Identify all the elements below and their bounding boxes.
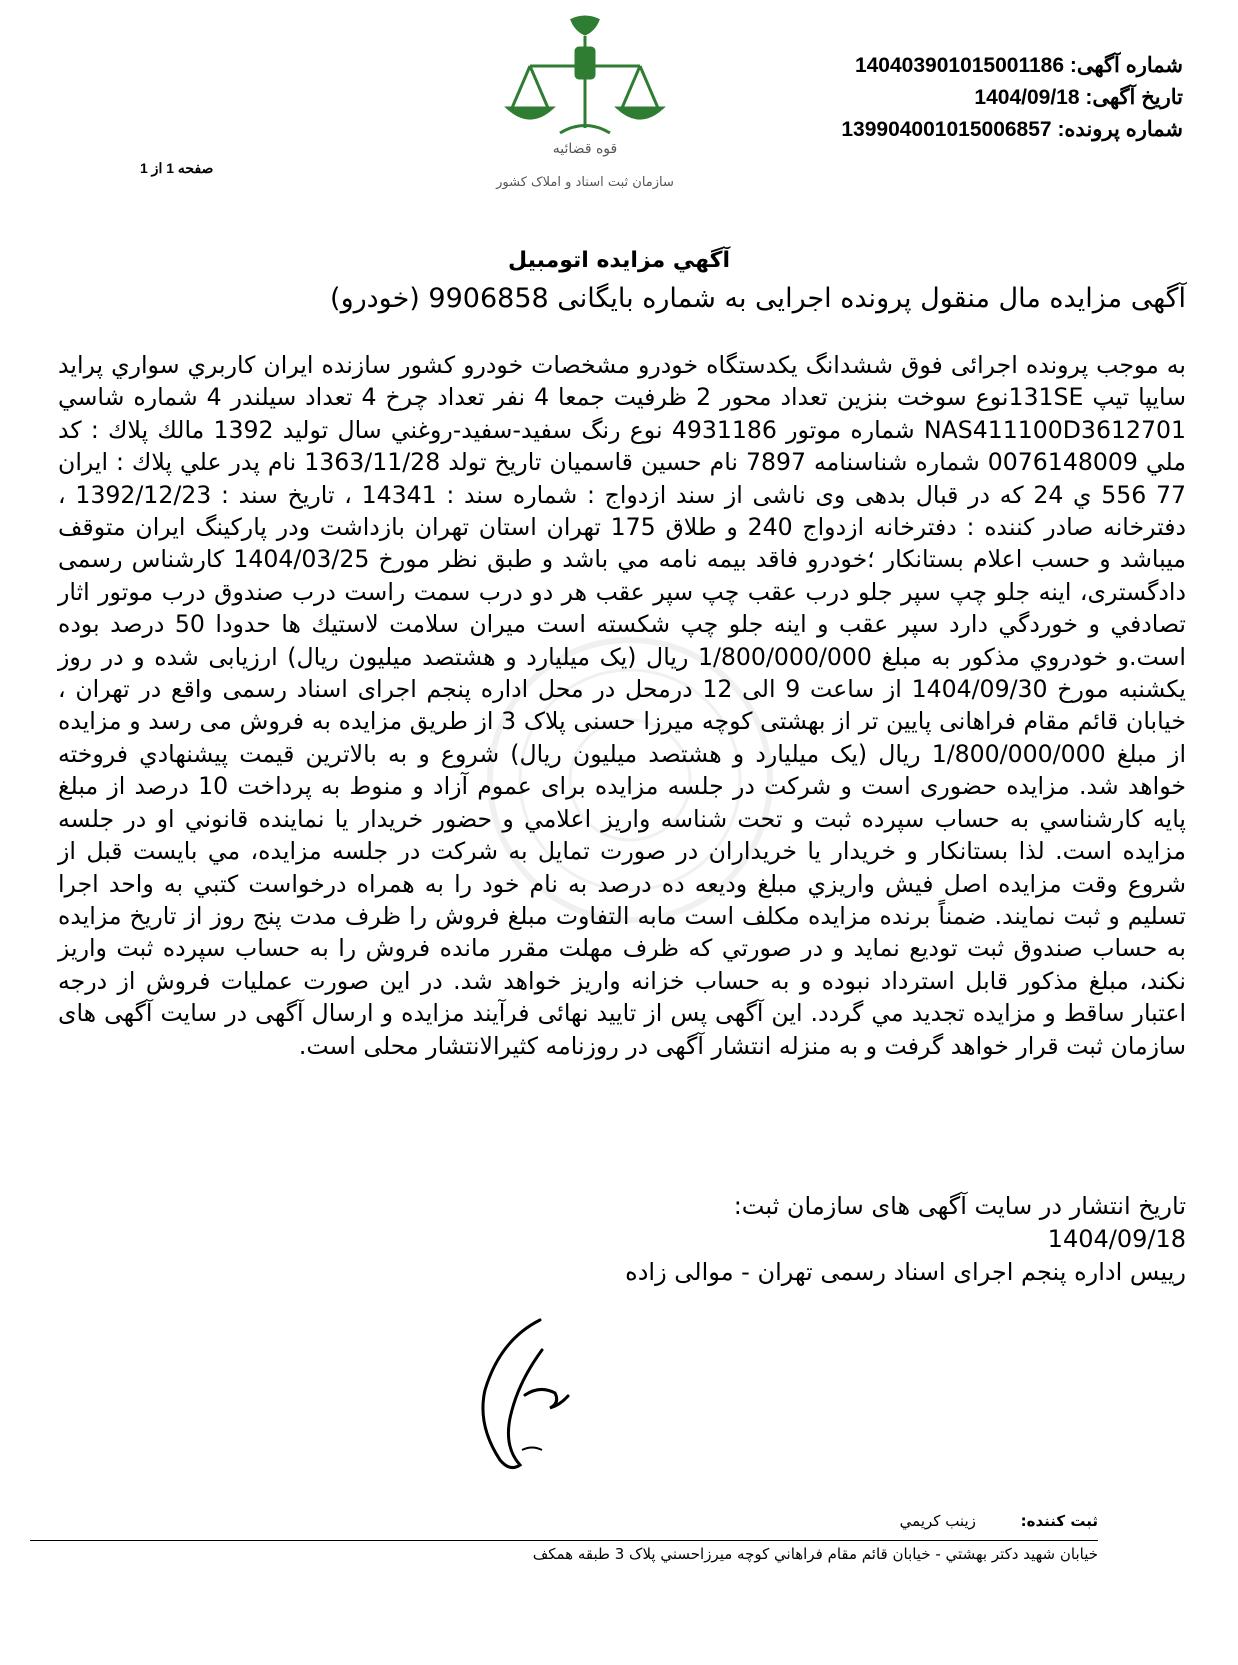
publish-date: 1404/09/18 bbox=[1047, 1225, 1186, 1253]
publish-date-row bbox=[625, 1190, 1186, 1223]
notice-metadata bbox=[763, 50, 1183, 146]
notice-number-label: شماره آگهی: bbox=[1069, 54, 1183, 77]
emblem-text-1: قوه قضائيه bbox=[552, 141, 618, 157]
notice-number: 14040390101500​1186 bbox=[854, 54, 1065, 77]
notice-subtitle: آگهی مزایده مال منقول پرونده اجرایی به شماره بایگانی 9906858 (خودرو) bbox=[330, 283, 1186, 314]
notice-body: به موجب پرونده اجرائی فوق ششدانگ يكدستگاه خودرو مشخصات خودرو كشور سازنده ايران كاربري سواري پرايد سايپا تيپ 131SEنوع سوخت بنزين تعداد محور 2 ظرفيت جمعا 4 نفر تعداد چرخ 4 تعداد سيلندر 4 شماره شاسي NAS411100D3612701 شماره موتور 4931186 نوع رنگ سفيد-سفيد-روغني سال توليد 1392 مالك پلاك : كد ملي 0076148009 شماره شناسنامه 7897 نام حسين قاسميان تاريخ تولد 1363/11/28 نام پدر علي پلاك : ايران 77 556 ي 24 كه در قبال بدهی وی ناشی از سند ازدواج : شماره سند : 14341 ، تاريخ سند : 1392/12/23 ، دفترخانه صادر كننده : دفترخانه ازدواج 240 و طلاق 175 تهران استان تهران بازداشت ودر پاركينگ ايران متوقف ميباشد و حسب اعلام بستانكار ؛خودرو فاقد بيمه نامه مي باشد و طبق نظر مورخ 1404/03/25 كارشناس رسمی دادگستری، اينه جلو چپ سپر جلو درب عقب چپ سپر عقب هر دو درب سمت راست درب صندوق درب موتور اثار تصادفي و خوردگي دارد سپر عقب و اينه جلو چپ شكسته است ميران سلامت لاستيك ها حدودا 50 درصد بوده است.و خودروي مذكور به مبلغ 1/800/000/000 ريال (يک ميليارد و هشتصد ميليون ريال) ارزيابی شده و در روز يكشنبه مورخ 1404/09/30 از ساعت 9 الی 12 درمحل در محل اداره پنجم اجرای اسناد رسمی واقع در تهران ، خيابان قائم مقام فراهانی پايين تر از بهشتی كوچه ميرزا حسنی پلاک 3 از طريق مزايده به فروش می رسد و مزايده از مبلغ 1/800/000/000 ريال (يک ميليارد و هشتصد ميليون ريال) شروع و به بالاترين قيمت پيشنهادي فروخته خواهد شد. مزايده حضوری است و شركت در جلسه مزايده برای عموم آزاد و منوط به پرداخت 10 درصد از مبلغ پايه كارشناسي به حساب سپرده ثبت و تحت شناسه واريز اعلامي و حضور خريدار يا نماينده قانوني او در جلسه مزايده است. لذا بستانكار و خريدار يا خريداران در صورت تمايل به شركت در جلسه مزايده، مي بايست قبل از شروع وقت مزايده اصل فيش واريزي مبلغ وديعه ده درصد به نام خود را به همراه درخواست كتبي به واحد اجرا تسليم و ثبت نمايند. ضمناً برنده مزايده مكلف است مابه التفاوت مبلغ فروش را ظرف مدت پنج روز از تاريخ مزايده به حساب صندوق ثبت توديع نمايد و در صورتي كه ظرف مهلت مقرر مانده فروش را به حساب سپرده ثبت واريز نكند، مبلغ مذكور قابل استرداد نبوده و به حساب خزانه واريز خواهد شد. در اين صورت عمليات فروش از درجه اعتبار ساقط و مزايده تجديد مي گردد. اين آگهی پس از تاييد نهائی فرآيند مزايده و ارسال آگهی در سايت آگهی های سازمان ثبت قرار خواهد گرفت و به منزله انتشار آگهی در روزنامه كثيرالانتشار محلی است. bbox=[58, 351, 1187, 1060]
notice-title: آگهي مزايده اتومبيل bbox=[507, 248, 731, 273]
notice-date-label: تاریخ آگهی: bbox=[1085, 86, 1183, 109]
publish-block bbox=[625, 1190, 1186, 1289]
registrar bbox=[900, 1512, 1098, 1530]
file-number-row bbox=[763, 114, 1183, 146]
registrar-name: زينب كريمي bbox=[899, 1512, 976, 1530]
emblem-text-2: سازمان ثبت اسناد و املاک کشور bbox=[496, 175, 674, 190]
page-indicator: صفحه 1 از 1 bbox=[140, 160, 214, 176]
file-number-label: شماره پرونده: bbox=[1057, 118, 1183, 141]
footer-divider bbox=[30, 1540, 1098, 1541]
publish-date-value-row bbox=[625, 1223, 1186, 1256]
registrar-label: ثبت كننده: bbox=[1020, 1512, 1098, 1530]
publish-date-label: تاريخ انتشار در سايت آگهی های سازمان ثبت: bbox=[733, 1192, 1186, 1220]
signature-icon bbox=[430, 1300, 600, 1480]
notice-date-row bbox=[763, 82, 1183, 114]
judiciary-scales-emblem-icon bbox=[490, 8, 680, 208]
notice-date: 1404/09/18 bbox=[974, 86, 1080, 109]
file-number: 13990400101500​6857 bbox=[841, 118, 1052, 141]
signatory: رييس اداره پنجم اجرای اسناد رسمی تهران - موالی زاده bbox=[625, 1258, 1186, 1286]
footer-address: خيابان شهيد دكتر بهشتي - خيابان قائم مقام فراهاني كوچه ميرزاحسني پلاک 3 طبقه همكف bbox=[532, 1545, 1098, 1563]
notice-number-row bbox=[763, 50, 1183, 82]
